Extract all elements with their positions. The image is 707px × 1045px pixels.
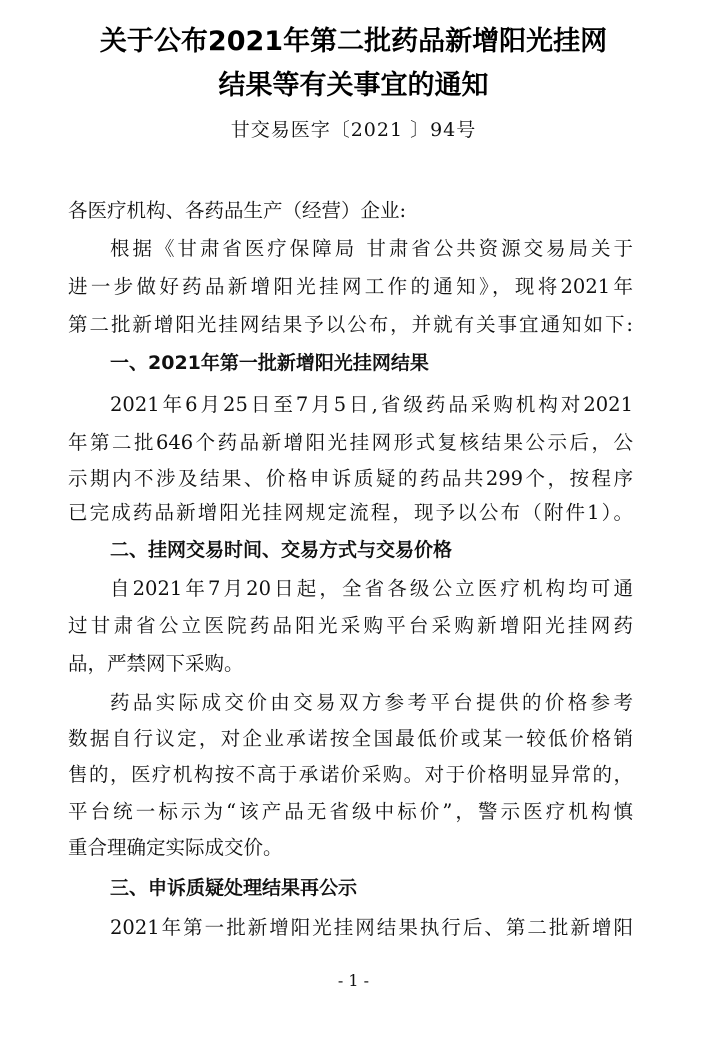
section-2-para-2-line-4: 平台统一标示为“该产品无省级中标价”，警示医疗机构慎 bbox=[68, 800, 633, 823]
section-1-line-4: 已完成药品新增阳光挂网规定流程，现予以公布（附件1）。 bbox=[68, 501, 633, 524]
section-3-line-1: 2021年第一批新增阳光挂网结果执行后、第二批新增阳 bbox=[110, 916, 633, 939]
section-2-para-1-line-1: 自2021年7月20日起，全省各级公立医疗机构均可通 bbox=[110, 577, 633, 600]
section-1-line-3: 示期内不涉及结果、价格申诉质疑的药品共299个，按程序 bbox=[68, 467, 633, 490]
intro-line-2: 进一步做好药品新增阳光挂网工作的通知》，现将2021年 bbox=[68, 275, 633, 298]
section-2-heading: 二、挂网交易时间、交易方式与交易价格 bbox=[110, 539, 453, 561]
intro-line-1: 根据《甘肃省医疗保障局 甘肃省公共资源交易局关于 bbox=[110, 237, 633, 260]
section-1-line-2: 年第二批646个药品新增阳光挂网形式复核结果公示后，公 bbox=[68, 431, 633, 454]
section-1-heading: 一、2021年第一批新增阳光挂网结果 bbox=[110, 352, 429, 374]
section-2-para-2-line-2: 数据自行议定，对企业承诺按全国最低价或某一较低价格销 bbox=[68, 727, 633, 750]
page-number: - 1 - bbox=[337, 971, 370, 990]
salutation: 各医疗机构、各药品生产（经营）企业: bbox=[68, 199, 407, 222]
document-number: 甘交易医字〔2021 〕94号 bbox=[230, 119, 477, 141]
document-title-line-1: 关于公布2021年第二批药品新增阳光挂网 bbox=[99, 26, 608, 57]
section-2-para-2-line-1: 药品实际成交价由交易双方参考平台提供的价格参考 bbox=[110, 691, 633, 714]
section-2-para-1-line-2: 过甘肃省公立医院药品阳光采购平台采购新增阳光挂网药 bbox=[68, 614, 633, 637]
intro-line-3: 第二批新增阳光挂网结果予以公布，并就有关事宜通知如下: bbox=[68, 313, 633, 336]
section-2-para-2-line-5: 重合理确定实际成交价。 bbox=[68, 836, 283, 859]
section-3-heading: 三、申诉质疑处理结果再公示 bbox=[110, 877, 358, 899]
section-2-para-1-line-3: 品，严禁网下采购。 bbox=[68, 652, 244, 675]
section-2-para-2-line-3: 售的，医疗机构按不高于承诺价采购。对于价格明显异常的， bbox=[68, 763, 633, 786]
section-1-line-1: 2021年6月25日至7月5日,省级药品采购机构对2021 bbox=[110, 393, 633, 416]
document-title-line-2: 结果等有关事宜的通知 bbox=[218, 70, 489, 101]
